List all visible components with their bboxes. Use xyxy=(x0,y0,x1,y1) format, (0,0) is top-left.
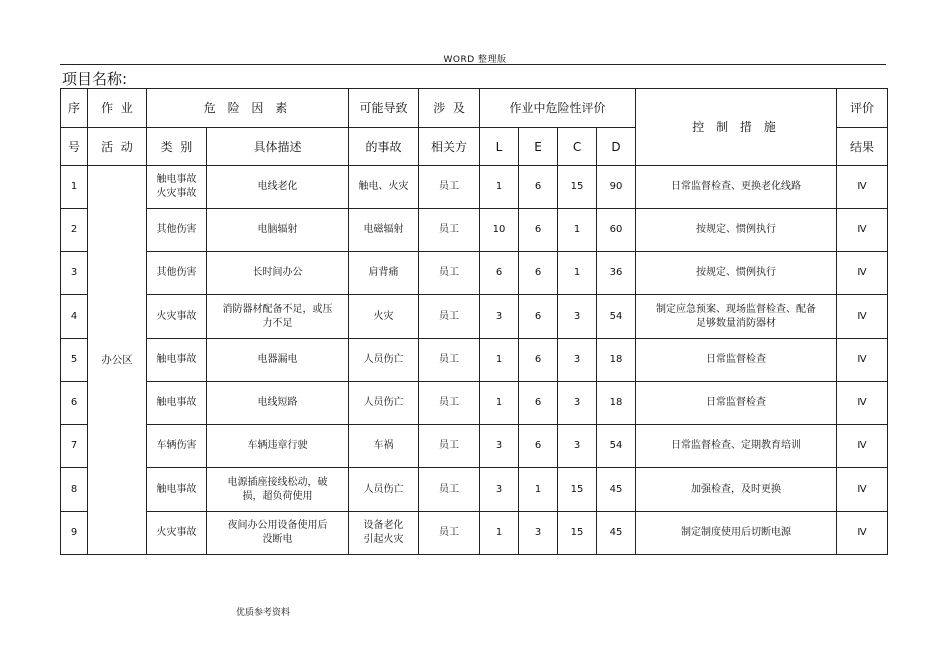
row-description: 夜间办公用设备使用后 没断电 xyxy=(207,512,349,555)
row-category: 触电事故 火灾事故 xyxy=(147,166,207,209)
header-description: 具体描述 xyxy=(207,128,349,166)
row-E: 6 xyxy=(519,295,558,339)
row-result: Ⅳ xyxy=(837,382,888,425)
row-description: 电脑辐射 xyxy=(207,209,349,252)
row-L: 3 xyxy=(480,468,519,512)
row-control: 按规定、惯例执行 xyxy=(636,252,837,295)
row-accident: 触电、火灾 xyxy=(349,166,419,209)
row-D: 54 xyxy=(597,425,636,468)
row-accident: 电磁辐射 xyxy=(349,209,419,252)
row-result: Ⅳ xyxy=(837,468,888,512)
row-party: 员工 xyxy=(419,166,480,209)
row-seq: 8 xyxy=(61,468,88,512)
row-seq: 9 xyxy=(61,512,88,555)
header-control: 控 制 措 施 xyxy=(636,89,837,166)
header-D: D xyxy=(597,128,636,166)
row-control: 按规定、惯例执行 xyxy=(636,209,837,252)
table-row xyxy=(61,339,888,382)
header-activity-top: 作 业 xyxy=(88,89,147,128)
header-result-top: 评价 xyxy=(837,89,888,128)
row-accident: 人员伤亡 xyxy=(349,468,419,512)
project-name-label: 项目名称: xyxy=(62,70,128,88)
risk-table-body xyxy=(61,166,888,555)
table-row xyxy=(61,295,888,339)
row-L: 1 xyxy=(480,166,519,209)
row-party: 员工 xyxy=(419,209,480,252)
row-party: 员工 xyxy=(419,295,480,339)
row-control: 日常监督检查 xyxy=(636,339,837,382)
row-accident: 肩背痛 xyxy=(349,252,419,295)
table-row xyxy=(61,166,888,209)
row-seq: 4 xyxy=(61,295,88,339)
header-C: C xyxy=(558,128,597,166)
header-row-top xyxy=(61,89,888,128)
row-control: 日常监督检查、更换老化线路 xyxy=(636,166,837,209)
row-E: 6 xyxy=(519,166,558,209)
row-result: Ⅳ xyxy=(837,339,888,382)
row-C: 3 xyxy=(558,382,597,425)
row-C: 15 xyxy=(558,166,597,209)
row-category: 车辆伤害 xyxy=(147,425,207,468)
header-party-top: 涉 及 xyxy=(419,89,480,128)
page-footer-text: 优质参考资料 xyxy=(236,608,291,618)
header-party-bottom: 相关方 xyxy=(419,128,480,166)
row-control: 加强检查，及时更换 xyxy=(636,468,837,512)
row-L: 1 xyxy=(480,339,519,382)
row-C: 3 xyxy=(558,295,597,339)
header-seq-top: 序 xyxy=(61,89,88,128)
row-result: Ⅳ xyxy=(837,252,888,295)
risk-assessment-table xyxy=(60,88,888,555)
row-E: 6 xyxy=(519,339,558,382)
row-D: 45 xyxy=(597,468,636,512)
row-L: 1 xyxy=(480,382,519,425)
row-party: 员工 xyxy=(419,468,480,512)
row-E: 3 xyxy=(519,512,558,555)
row-C: 3 xyxy=(558,339,597,382)
row-seq: 5 xyxy=(61,339,88,382)
table-row xyxy=(61,512,888,555)
row-category: 触电事故 xyxy=(147,468,207,512)
row-E: 6 xyxy=(519,252,558,295)
row-accident: 车祸 xyxy=(349,425,419,468)
row-E: 6 xyxy=(519,425,558,468)
activity-cell: 办公区 xyxy=(88,166,147,555)
header-category: 类 别 xyxy=(147,128,207,166)
row-result: Ⅳ xyxy=(837,295,888,339)
row-D: 60 xyxy=(597,209,636,252)
header-E: E xyxy=(519,128,558,166)
row-control: 制定制度使用后切断电源 xyxy=(636,512,837,555)
row-result: Ⅳ xyxy=(837,512,888,555)
row-description: 电源插座接线松动，破 损，超负荷使用 xyxy=(207,468,349,512)
header-rule xyxy=(60,64,886,65)
row-party: 员工 xyxy=(419,339,480,382)
row-party: 员工 xyxy=(419,252,480,295)
row-party: 员工 xyxy=(419,512,480,555)
row-category: 触电事故 xyxy=(147,382,207,425)
row-category: 其他伤害 xyxy=(147,209,207,252)
row-D: 18 xyxy=(597,339,636,382)
row-accident: 人员伤亡 xyxy=(349,382,419,425)
table-row xyxy=(61,425,888,468)
row-D: 45 xyxy=(597,512,636,555)
row-seq: 1 xyxy=(61,166,88,209)
row-D: 54 xyxy=(597,295,636,339)
row-seq: 3 xyxy=(61,252,88,295)
row-D: 18 xyxy=(597,382,636,425)
row-L: 3 xyxy=(480,425,519,468)
row-C: 15 xyxy=(558,468,597,512)
row-C: 3 xyxy=(558,425,597,468)
row-description: 电线短路 xyxy=(207,382,349,425)
row-C: 1 xyxy=(558,209,597,252)
row-D: 90 xyxy=(597,166,636,209)
header-L: L xyxy=(480,128,519,166)
row-result: Ⅳ xyxy=(837,166,888,209)
row-accident: 火灾 xyxy=(349,295,419,339)
table-row xyxy=(61,468,888,512)
page-header-text: WORD 整理版 xyxy=(443,55,507,65)
header-result-bottom: 结果 xyxy=(837,128,888,166)
row-result: Ⅳ xyxy=(837,209,888,252)
row-seq: 7 xyxy=(61,425,88,468)
row-L: 1 xyxy=(480,512,519,555)
row-control: 制定应急预案、现场监督检查、配备 足够数量消防器材 xyxy=(636,295,837,339)
row-E: 6 xyxy=(519,209,558,252)
row-category: 火灾事故 xyxy=(147,512,207,555)
row-accident: 设备老化 引起火灾 xyxy=(349,512,419,555)
row-description: 消防器材配备不足，或压 力不足 xyxy=(207,295,349,339)
header-seq-bottom: 号 xyxy=(61,128,88,166)
row-description: 长时间办公 xyxy=(207,252,349,295)
row-category: 火灾事故 xyxy=(147,295,207,339)
row-C: 15 xyxy=(558,512,597,555)
table-row xyxy=(61,209,888,252)
row-C: 1 xyxy=(558,252,597,295)
row-seq: 6 xyxy=(61,382,88,425)
row-L: 10 xyxy=(480,209,519,252)
table-row xyxy=(61,252,888,295)
row-category: 触电事故 xyxy=(147,339,207,382)
row-E: 1 xyxy=(519,468,558,512)
header-accident-top: 可能导致 xyxy=(349,89,419,128)
header-evaluation: 作业中危险性评价 xyxy=(480,89,636,128)
row-party: 员工 xyxy=(419,382,480,425)
row-description: 电器漏电 xyxy=(207,339,349,382)
row-category: 其他伤害 xyxy=(147,252,207,295)
row-party: 员工 xyxy=(419,425,480,468)
table-row xyxy=(61,382,888,425)
row-D: 36 xyxy=(597,252,636,295)
header-accident-bottom: 的事故 xyxy=(349,128,419,166)
row-control: 日常监督检查 xyxy=(636,382,837,425)
header-activity-bottom: 活 动 xyxy=(88,128,147,166)
row-L: 3 xyxy=(480,295,519,339)
row-description: 电线老化 xyxy=(207,166,349,209)
row-description: 车辆违章行驶 xyxy=(207,425,349,468)
header-hazard: 危 险 因 素 xyxy=(147,89,349,128)
row-accident: 人员伤亡 xyxy=(349,339,419,382)
row-seq: 2 xyxy=(61,209,88,252)
row-E: 6 xyxy=(519,382,558,425)
row-result: Ⅳ xyxy=(837,425,888,468)
row-control: 日常监督检查、定期教育培训 xyxy=(636,425,837,468)
row-L: 6 xyxy=(480,252,519,295)
